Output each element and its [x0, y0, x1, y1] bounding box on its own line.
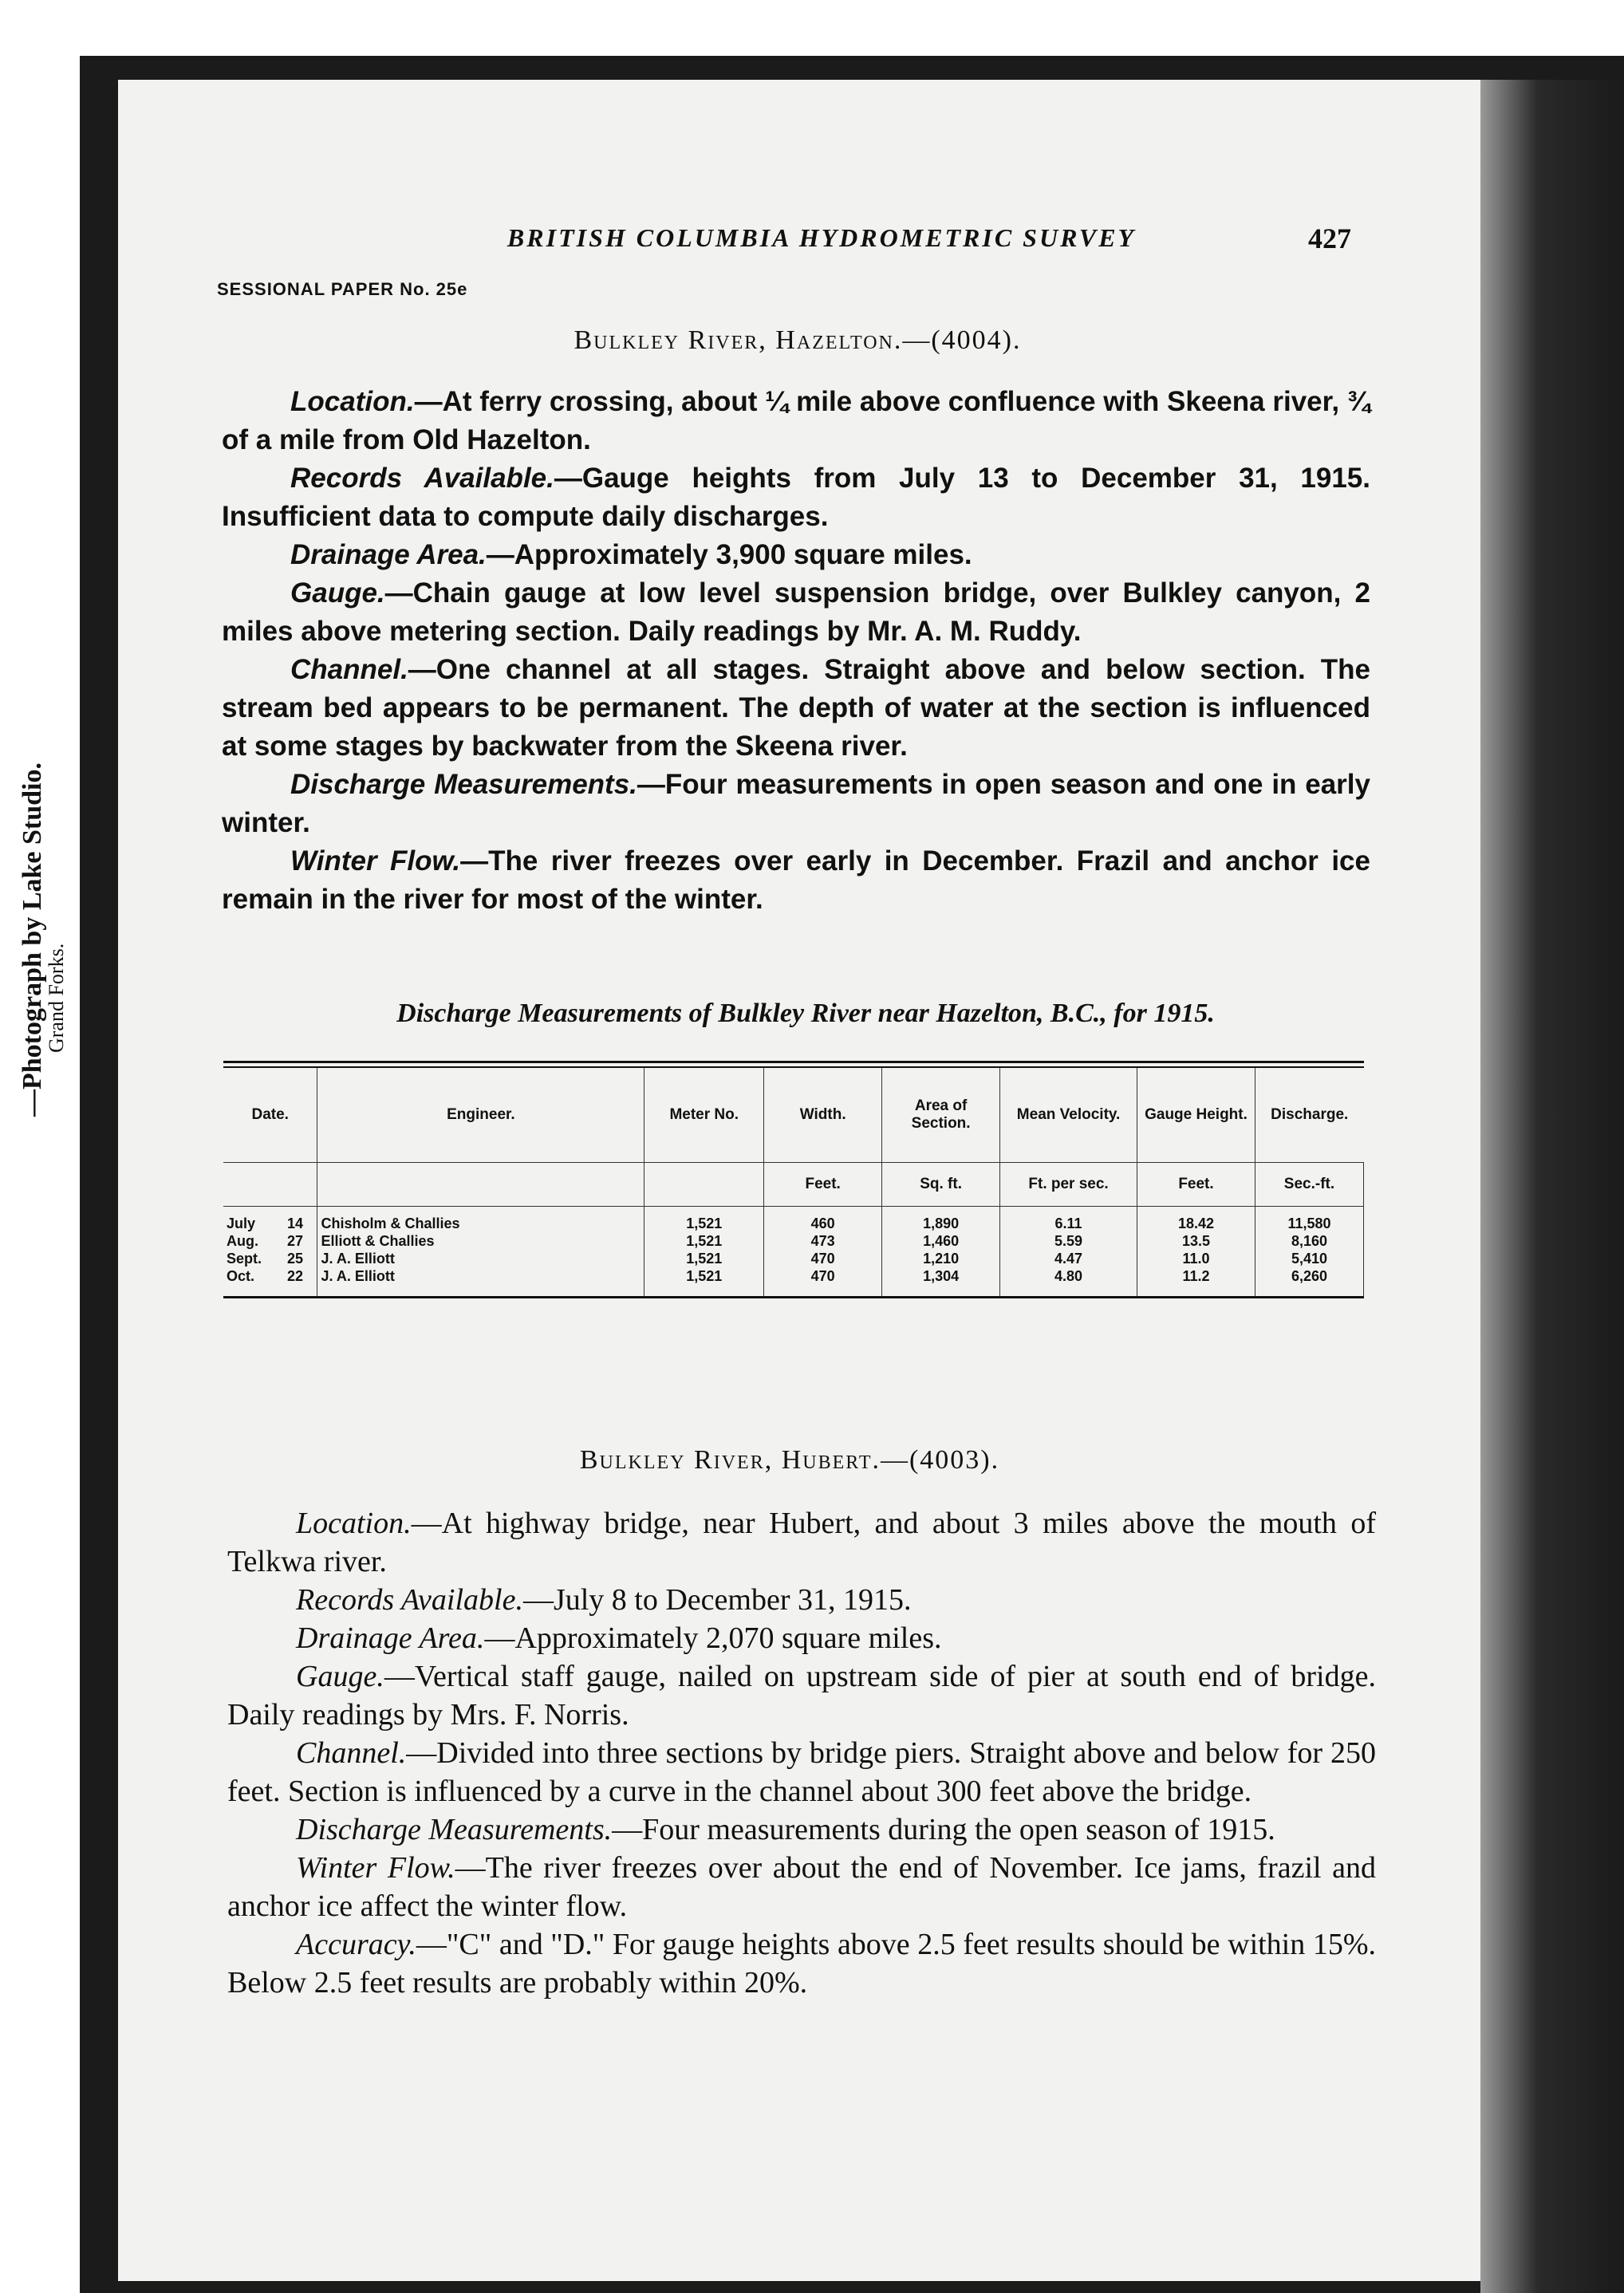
area-cell: 1,890 — [882, 1207, 1000, 1233]
paragraph — [222, 842, 1370, 919]
date-cell — [223, 1250, 317, 1267]
paragraph — [227, 1619, 1376, 1657]
paragraph-label: Channel. — [296, 1736, 407, 1770]
running-title: BRITISH COLUMBIA HYDROMETRIC SURVEY — [507, 223, 1137, 252]
day: 22 — [286, 1268, 303, 1284]
velocity-cell: 4.47 — [1000, 1250, 1137, 1267]
column-header: Gauge Height. — [1137, 1068, 1255, 1163]
area-cell: 1,460 — [882, 1232, 1000, 1250]
column-header: Discharge. — [1271, 1106, 1349, 1123]
unit-cell — [644, 1163, 764, 1207]
discharge-cell: 8,160 — [1255, 1232, 1363, 1250]
unit-cell: Sq. ft. — [882, 1163, 1000, 1207]
section-title-hubert: Bulkley River, Hubert.—(4003). — [579, 1445, 1000, 1475]
table-bottom-rule — [223, 1296, 1364, 1298]
paragraph — [222, 574, 1370, 651]
paragraph-label: Gauge. — [296, 1660, 384, 1693]
paragraph — [227, 1925, 1376, 2002]
unit-cell: Ft. per sec. — [1000, 1163, 1137, 1207]
paragraph — [222, 766, 1370, 842]
paragraph — [227, 1504, 1376, 1581]
meter-cell: 1,521 — [644, 1207, 764, 1233]
photo-credit-caption — [14, 702, 68, 1117]
column-header: Engineer. — [317, 1068, 644, 1163]
discharge-cell: 5,410 — [1255, 1250, 1363, 1267]
paragraph — [222, 536, 1370, 574]
paragraph-text: —Four measurements during the open season of 1915. — [612, 1813, 1275, 1846]
unit-cell: Feet. — [1137, 1163, 1255, 1207]
photo-credit-line2: Grand Forks. — [45, 943, 68, 1053]
gauge-cell: 13.5 — [1137, 1232, 1255, 1250]
paragraph-label: Records Available. — [296, 1583, 523, 1617]
gauge-cell: 18.42 — [1137, 1207, 1255, 1233]
table-row — [223, 1232, 1364, 1250]
paragraph-text: —Approximately 2,070 square miles. — [484, 1621, 942, 1655]
velocity-cell: 5.59 — [1000, 1232, 1137, 1250]
sessional-paper-label: SESSIONAL PAPER No. 25e — [217, 279, 468, 299]
paragraph-label: Drainage Area. — [296, 1621, 485, 1655]
discharge-cell: 6,260 — [1255, 1267, 1363, 1296]
date-cell — [223, 1267, 317, 1296]
day: 25 — [286, 1251, 303, 1267]
table-row — [223, 1267, 1364, 1296]
paragraph-label: Channel. — [290, 654, 408, 685]
unit-cell: Sec.-ft. — [1255, 1163, 1363, 1207]
unit-cell — [317, 1163, 644, 1207]
paragraph-label: Discharge Measurements. — [296, 1813, 613, 1846]
paragraph — [227, 1734, 1376, 1810]
date-cell — [223, 1207, 317, 1233]
paragraph-text: —July 8 to December 31, 1915. — [522, 1583, 912, 1617]
units-row — [223, 1163, 1364, 1207]
column-header: Meter No. — [644, 1068, 764, 1163]
width-cell: 470 — [764, 1250, 882, 1267]
meter-cell: 1,521 — [644, 1232, 764, 1250]
width-cell: 470 — [764, 1267, 882, 1296]
paragraph-label: Discharge Measurements. — [290, 769, 637, 800]
paragraph — [227, 1810, 1376, 1849]
column-header: Area of Section. — [882, 1068, 1000, 1163]
velocity-cell: 4.80 — [1000, 1267, 1137, 1296]
paragraph-text: —Gauge heights from July 13 to December 31, 1915. Insufficient data to compute daily discharges. — [222, 463, 1370, 532]
month: Oct. — [227, 1268, 255, 1284]
engineer-cell: Elliott & Challies — [317, 1232, 644, 1250]
paragraph-text: —Approximately 3,900 square miles. — [486, 539, 972, 570]
table-header-row — [223, 1068, 1364, 1163]
paragraph-label: Accuracy. — [296, 1928, 416, 1961]
paragraph-label: Drainage Area. — [290, 539, 487, 570]
gauge-cell: 11.0 — [1137, 1250, 1255, 1267]
table-caption: Discharge Measurements of Bulkley River near Hazelton, B.C., for 1915. — [396, 999, 1215, 1028]
paragraph-text: —At highway bridge, near Hubert, and about 3 miles above the mouth of Telkwa river. — [227, 1507, 1376, 1578]
day: 14 — [286, 1215, 303, 1231]
section-hazelton-body — [222, 383, 1370, 919]
table-top-rule — [223, 1061, 1364, 1068]
month: July — [227, 1215, 256, 1231]
paragraph-text: —Chain gauge at low level suspension bridge, over Bulkley canyon, 2 miles above metering section. Daily readings by Mr. A. M. Ruddy. — [222, 577, 1370, 647]
table-row — [223, 1207, 1364, 1233]
gauge-cell: 11.2 — [1137, 1267, 1255, 1296]
width-cell: 473 — [764, 1232, 882, 1250]
measurements-table — [223, 1068, 1364, 1296]
date-cell — [223, 1232, 317, 1250]
month: Aug. — [227, 1233, 258, 1249]
section-hubert-body — [227, 1504, 1376, 2002]
paragraph — [222, 383, 1370, 459]
paragraph-text: —The river freezes over about the end of November. Ice jams, frazil and anchor ice affect the winter flow. — [227, 1851, 1376, 1923]
engineer-cell: J. A. Elliott — [317, 1267, 644, 1296]
discharge-cell: 11,580 — [1255, 1207, 1363, 1233]
meter-cell: 1,521 — [644, 1250, 764, 1267]
table-row — [223, 1250, 1364, 1267]
paragraph — [222, 651, 1370, 766]
paragraph — [222, 459, 1370, 536]
paragraph-text: —At ferry crossing, about ¼ mile above confluence with Skeena river, ¾ of a mile from Old Hazelton. — [222, 386, 1370, 455]
paragraph — [227, 1581, 1376, 1619]
page-number: 427 — [1308, 223, 1351, 254]
paragraph-text: —Divided into three sections by bridge piers. Straight above and below for 250 feet. Section is influenced by a curve in the channel about 300 feet above the bridge. — [227, 1736, 1376, 1808]
column-header: Date. — [223, 1068, 317, 1163]
meter-cell: 1,521 — [644, 1267, 764, 1296]
discharge-table — [223, 1061, 1364, 1298]
page-gutter-shadow — [1480, 80, 1624, 2293]
area-cell: 1,304 — [882, 1267, 1000, 1296]
paragraph-text: —Vertical staff gauge, nailed on upstream side of pier at south end of bridge. Daily readings by Mrs. F. Norris. — [227, 1660, 1376, 1732]
engineer-cell: J. A. Elliott — [317, 1250, 644, 1267]
column-header: Mean Velocity. — [1000, 1068, 1137, 1163]
paragraph-text: —The river freezes over early in December. Frazil and anchor ice remain in the river for most of the winter. — [222, 845, 1370, 915]
unit-cell: Feet. — [764, 1163, 882, 1207]
paragraph-text: —Four measurements in open season and one in early winter. — [222, 769, 1370, 838]
paragraph — [227, 1849, 1376, 1925]
area-cell: 1,210 — [882, 1250, 1000, 1267]
section-title-hazelton: Bulkley River, Hazelton.—(4004). — [574, 325, 1022, 355]
velocity-cell: 6.11 — [1000, 1207, 1137, 1233]
width-cell: 460 — [764, 1207, 882, 1233]
paragraph-text: —One channel at all stages. Straight above and below section. The stream bed appears to be permanent. The depth of water at the section is influenced at some stages by backwater from the Skeena river. — [222, 654, 1370, 762]
photo-credit-line1: —Photograph by Lake Studio. — [18, 762, 47, 1117]
paragraph-label: Winter Flow. — [296, 1851, 455, 1885]
paragraph-label: Location. — [290, 386, 415, 417]
day: 27 — [286, 1233, 303, 1249]
paragraph-label: Records Available. — [290, 463, 554, 494]
month: Sept. — [227, 1251, 262, 1267]
paragraph — [227, 1657, 1376, 1734]
paragraph-label: Location. — [296, 1507, 412, 1540]
unit-cell — [223, 1163, 317, 1207]
column-header: Width. — [764, 1068, 882, 1163]
paragraph-text: —"C" and "D." For gauge heights above 2.5 feet results should be within 15%. Below 2.5 feet results are probably within 20%. — [227, 1928, 1376, 1999]
paragraph-label: Winter Flow. — [290, 845, 461, 877]
paragraph-label: Gauge. — [290, 577, 385, 609]
engineer-cell: Chisholm & Challies — [317, 1207, 644, 1233]
